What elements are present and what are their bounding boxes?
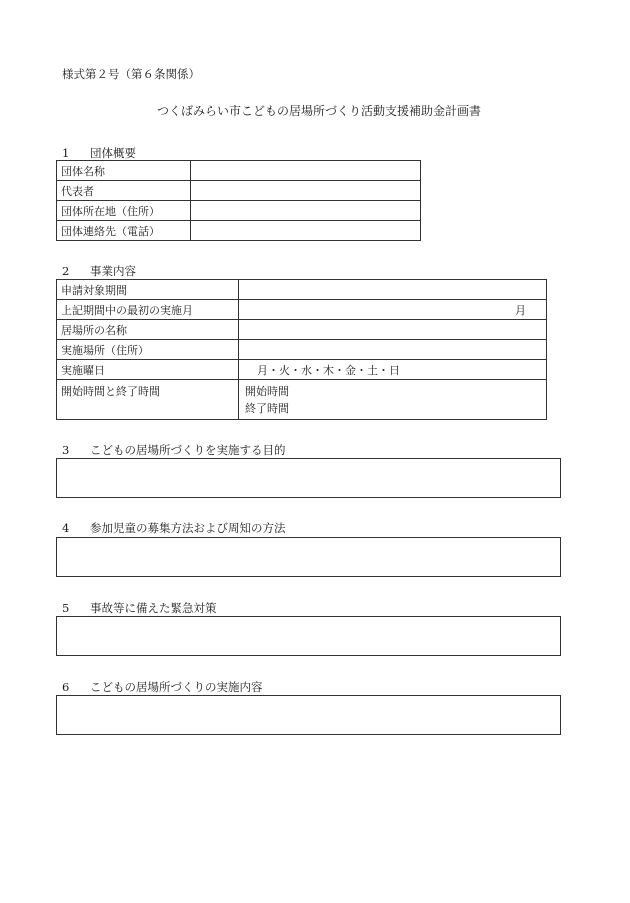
table-row (57, 181, 421, 201)
end-time-label: 終了時間 (245, 402, 289, 415)
activity-content-textbox[interactable] (56, 695, 561, 735)
time-field[interactable] (239, 380, 547, 420)
document-title: つくばみらい市こどもの居場所づくり活動支援補助金計画書 (156, 104, 481, 118)
section-title: こどもの居場所づくりを実施する目的 (90, 443, 286, 457)
recruitment-method-textbox[interactable] (56, 537, 561, 577)
table-row (57, 320, 547, 340)
weekday-options[interactable]: 月・火・水・木・金・土・日 (239, 360, 547, 380)
section-number: 5 (62, 601, 70, 615)
table-row (57, 221, 421, 241)
table-row (57, 300, 547, 320)
period-label: 申請対象期間 (57, 280, 239, 300)
section-4-heading (56, 520, 286, 536)
section-title: こどもの居場所づくりの実施内容 (90, 680, 263, 694)
venue-field[interactable] (239, 340, 547, 360)
period-field[interactable] (239, 280, 547, 300)
venue-label: 実施場所（住所） (57, 340, 239, 360)
place-name-label: 居場所の名称 (57, 320, 239, 340)
section-3-heading (56, 442, 286, 458)
representative-label: 代表者 (57, 181, 191, 201)
month-unit: 月 (515, 303, 526, 317)
org-name-label: 団体名称 (57, 161, 191, 181)
org-address-label: 団体所在地（住所） (57, 201, 191, 221)
weekday-label: 実施曜日 (57, 360, 239, 380)
purpose-textbox[interactable] (56, 458, 561, 498)
table-row (57, 280, 547, 300)
table-row (57, 161, 421, 181)
table-row (57, 360, 547, 380)
first-month-label: 上記期間中の最初の実施月 (57, 300, 239, 320)
section-title: 参加児童の募集方法および周知の方法 (90, 521, 286, 535)
section-5-heading (56, 600, 217, 616)
section-title: 事故等に備えた緊急対策 (90, 601, 217, 615)
org-name-field[interactable] (191, 161, 421, 181)
representative-field[interactable] (191, 181, 421, 201)
org-address-field[interactable] (191, 201, 421, 221)
emergency-measures-textbox[interactable] (56, 616, 561, 656)
section-2-heading (56, 263, 136, 279)
section-title: 団体概要 (90, 146, 136, 160)
start-time-label: 開始時間 (245, 385, 289, 398)
section-number: 2 (62, 264, 70, 278)
form-number: 様式第２号（第６条関係） (62, 67, 200, 81)
section-6-heading (56, 679, 263, 695)
section-title: 事業内容 (90, 264, 136, 278)
section-number: 4 (62, 521, 70, 535)
activity-table (56, 279, 547, 420)
org-phone-field[interactable] (191, 221, 421, 241)
first-month-field[interactable] (239, 300, 547, 320)
place-name-field[interactable] (239, 320, 547, 340)
section-number: 1 (62, 146, 70, 160)
table-row (57, 201, 421, 221)
section-number: 3 (62, 443, 70, 457)
section-number: 6 (62, 680, 70, 694)
table-row (57, 380, 547, 420)
section-1-heading (56, 145, 136, 161)
org-phone-label: 団体連絡先（電話） (57, 221, 191, 241)
organization-table (56, 160, 421, 241)
table-row (57, 340, 547, 360)
time-label: 開始時間と終了時間 (57, 380, 239, 420)
